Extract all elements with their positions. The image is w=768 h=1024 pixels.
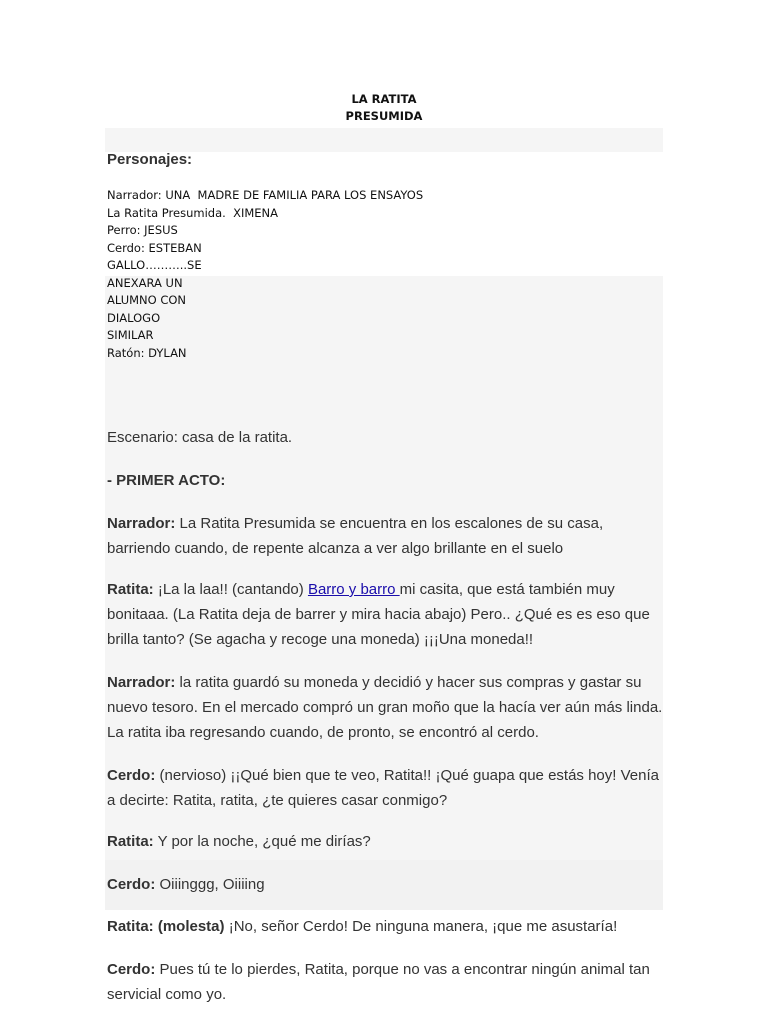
speaker-label: Narrador: bbox=[107, 674, 176, 691]
dialogue-text: ¡La la laa!! (cantando) bbox=[153, 581, 308, 598]
dialogue-text: ¡No, señor Cerdo! De ninguna manera, ¡que me asustaría! bbox=[224, 918, 618, 935]
cast-list bbox=[107, 187, 423, 362]
cast-item: GALLO………..SE bbox=[107, 258, 202, 272]
escenario-line: Escenario: casa de la ratita. bbox=[107, 429, 293, 446]
speaker-label: Cerdo: bbox=[107, 767, 156, 784]
dialogue-paragraph bbox=[107, 914, 663, 939]
dialogue-paragraph bbox=[107, 763, 663, 813]
cast-item: Perro: JESUS bbox=[107, 223, 178, 237]
cast-item: ANEXARA UN bbox=[107, 275, 183, 290]
act-heading-label: - PRIMER ACTO: bbox=[107, 472, 226, 489]
dialogue-paragraph bbox=[107, 670, 663, 745]
title-line-1: LA RATITA bbox=[351, 92, 417, 106]
act-heading bbox=[107, 468, 663, 493]
dialogue-text: la ratita guardó su moneda y decidió y hacer sus compras y gastar su nuevo tesoro. En el mercado compró un gran moño que la hacía ver aún más linda. La ratita iba regresando cuando, de pronto, se encontró al cerdo. bbox=[107, 674, 663, 741]
speaker-label: Cerdo: bbox=[107, 961, 156, 978]
dialogue-paragraph bbox=[107, 957, 663, 1007]
dialogue-paragraph bbox=[107, 829, 663, 854]
speaker-label: Narrador: bbox=[107, 515, 176, 532]
dialogue-text: Oiiinggg, Oiiiing bbox=[155, 876, 265, 893]
dialogue-paragraph bbox=[107, 872, 663, 897]
song-link[interactable]: Barro y barro bbox=[307, 581, 400, 598]
cast-item: La Ratita Presumida. XIMENA bbox=[107, 205, 279, 220]
speaker-label: Ratita: bbox=[107, 581, 154, 598]
document-title bbox=[0, 91, 768, 125]
dialogue-text: La Ratita Presumida se encuentra en los escalones de su casa, barriendo cuando, de repente alcanza a ver algo brillante en el suelo bbox=[107, 515, 604, 557]
speaker-label: Ratita: bbox=[107, 833, 154, 850]
cast-item: Cerdo: ESTEBAN bbox=[107, 240, 202, 255]
shaded-band-top bbox=[105, 128, 663, 152]
cast-item: Narrador: UNA MADRE DE FAMILIA PARA LOS ENSAYOS bbox=[107, 188, 424, 202]
speaker-label: Ratita: (molesta) bbox=[107, 918, 225, 935]
speaker-label: Cerdo: bbox=[107, 876, 156, 893]
dialogue-text: (nervioso) ¡¡Qué bien que te veo, Ratita!! ¡Qué guapa que estás hoy! Venía a decirte: Ratita, ratita, ¿te quieres casar conmigo? bbox=[107, 767, 659, 809]
dialogue-text: Pues tú te lo pierdes, Ratita, porque no vas a encontrar ningún animal tan servicial como yo. bbox=[107, 961, 650, 1003]
cast-item: ALUMNO CON bbox=[107, 293, 187, 307]
cast-item: DIALOGO bbox=[107, 310, 161, 325]
cast-item: Ratón: DYLAN bbox=[107, 345, 187, 360]
dialogue-paragraph bbox=[107, 511, 663, 561]
dialogue-text: Y por la noche, ¿qué me dirías? bbox=[153, 833, 371, 850]
personajes-heading: Personajes: bbox=[107, 151, 193, 168]
dialogue-paragraph bbox=[107, 577, 663, 652]
dialogue-text: mi casita, que está también muy bonitaaa. (La Ratita deja de barrer y mira hacia abajo) Pero.. ¿Qué es es eso que brilla tanto? (Se agacha y recoge una moneda) ¡¡¡Una moneda!! bbox=[107, 581, 650, 648]
title-line-2: PRESUMIDA bbox=[345, 109, 423, 123]
cast-item: SIMILAR bbox=[107, 328, 154, 342]
